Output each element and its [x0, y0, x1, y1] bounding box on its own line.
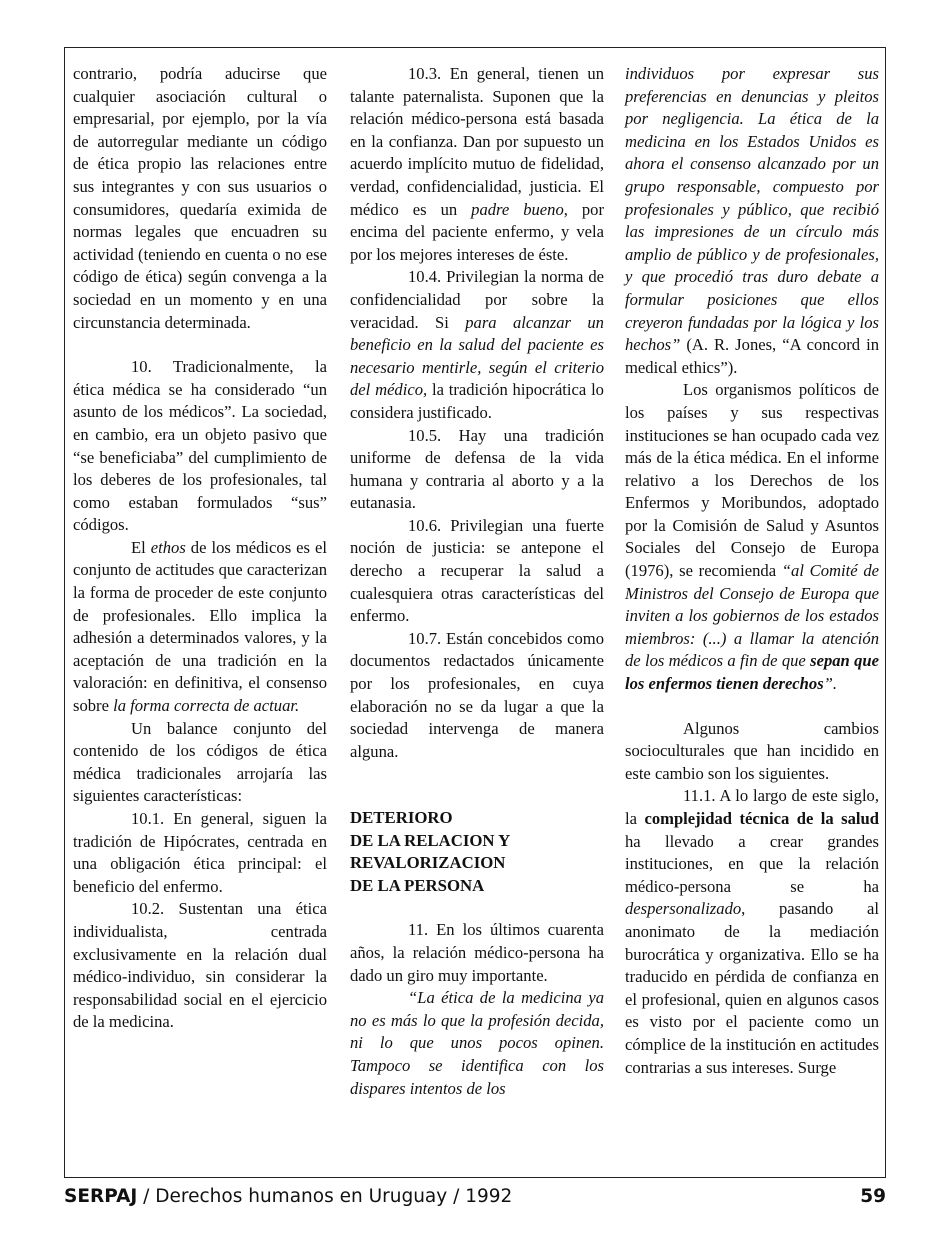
footer-title: SERPAJ / Derechos humanos en Uruguay / 1992: [64, 1186, 513, 1207]
column-3: [625, 63, 879, 1079]
paragraph: 10.4. Privilegian la norma de confidencialidad por sobre la veracidad. Si para alcanzar un beneficio en la salud del paciente es necesario mentirle, según el criterio del médico, la tradición hipocrática lo considera justificado.: [350, 267, 604, 422]
paragraph: Un balance conjunto del contenido de los códigos de ética médica tradicionales arrojaría las siguientes características:: [73, 718, 327, 806]
paragraph: 10. Tradicionalmente, la ética médica se ha considerado “un asunto de los médicos”. La sociedad, en cambio, era un objeto pasivo que “se beneficiaba” del cumplimiento de los deberes de los profesionales, tal como estaban formulados “sus” códigos.: [73, 357, 327, 535]
paragraph: 11. En los últimos cuarenta años, la relación médico-persona ha dado un giro muy importante.: [350, 920, 604, 985]
column-1: [73, 63, 327, 1034]
page-frame: [64, 47, 886, 1178]
paragraph: 10.1. En general, siguen la tradición de Hipócrates, centrada en una obligación ética principal: el beneficio del enfermo.: [73, 809, 327, 896]
paragraph: El ethos de los médicos es el conjunto de actitudes que caracterizan la forma de proceder de este conjunto de profesionales. Ello implica la adhesión a determinados valores, y la aceptación de una tradición en la valoración: en definitiva, el consenso sobre la forma correcta de actuar.: [73, 537, 327, 716]
paragraph: 10.5. Hay una tradición uniforme de defensa de la vida humana y contraria al aborto y a la eutanasia.: [350, 425, 604, 513]
paragraph: 10.6. Privilegian una fuerte noción de justicia: se antepone el derecho a recuperar la salud a cualesquiera otras características del enfermo.: [350, 515, 604, 626]
paragraph: Algunos cambios socioculturales que han incidido en este cambio son los siguientes.: [625, 718, 879, 783]
column-2: [350, 63, 604, 1100]
paragraph: 10.7. Están concebidos como documentos redactados únicamente por los profesionales, en cuya elaboración no se da lugar a que la sociedad intervenga de manera alguna.: [350, 628, 604, 761]
page-footer: [64, 1186, 886, 1216]
paragraph: 10.2. Sustentan una ética individualista, centrada exclusivamente en la relación dual médico-individuo, sin considerar la responsabilidad social en el ejercicio de la medicina.: [73, 899, 327, 1032]
quote: individuos por expresar sus preferencias en denuncias y pleitos por negligencia. La ética de la medicina en los Estados Unidos es ahora el consenso alcanzado por un grupo responsable, compuesto por profesionales y público, que recibió las impresiones de un círculo más amplio de público y de profesionales, y que procedió tras duro debate a formular posiciones que ellos creyeron fundadas por la lógica y los hechos” (A. R. Jones, “A concord in medical ethics”).: [625, 64, 879, 377]
section-heading: DETERIORO DE LA RELACION Y REVALORIZACION DE LA PERSONA: [350, 808, 511, 895]
paragraph: 11.1. A lo largo de este siglo, la complejidad técnica de la salud ha llevado a crear grandes instituciones, en que la relación médico-persona se ha despersonalizado, pasando al anonimato de la mediación burocrática y organizativa. Ello se ha traducido en pérdida de confianza en el profesional, quien en algunos casos es visto por el paciente como un cómplice de la institución en actitudes contrarias a sus intereses. Surge: [625, 786, 879, 1077]
page-number: 59: [860, 1186, 886, 1207]
paragraph: Los organismos políticos de los países y sus respectivas instituciones se han ocupado cada vez más de la ética médica. En el informe relativo a los Derechos de los Enfermos y Moribundos, adoptado por la Comisión de Salud y Asuntos Sociales del Consejo de Europa (1976), se recomienda “al Comité de Ministros del Consejo de Europa que inviten a los gobiernos de los estados miembros: (...) a llamar la atención de los médicos a fin de que sepan que los enfermos tienen derechos”.: [625, 380, 879, 694]
quote: “La ética de la medicina ya no es más lo que la profesión decida, ni lo que unos pocos opinen. Tampoco se identifica con los dispares intentos de los: [350, 988, 604, 1098]
paragraph: contrario, podría aducirse que cualquier asociación cultural o empresarial, por ejemplo, por la vía de autorregular mediante un código de ética propio las relaciones entre sus integrantes y con sus usuarios o consumidores, quedaría eximida de normas legales que encuadren su actividad (teniendo en cuenta o no ese código de ética) según convenga a la sociedad en un momento y en una circunstancia determinada.: [73, 64, 327, 332]
paragraph: 10.3. En general, tienen un talante paternalista. Suponen que la relación médico-persona está basada en la confianza. Dan por supuesto un acuerdo implícito mutuo de fidelidad, verdad, confidencialidad, justicia. El médico es un padre bueno, por encima del paciente enfermo, y vela por los mejores intereses de éste.: [350, 64, 604, 264]
